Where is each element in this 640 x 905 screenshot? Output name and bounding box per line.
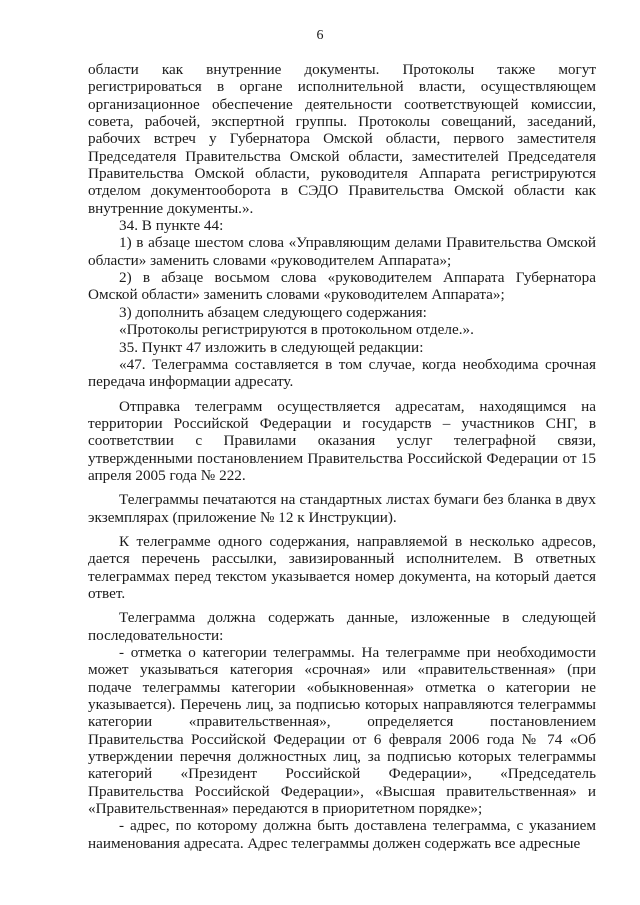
- page-number: 6: [316, 28, 324, 43]
- document-body: [88, 61, 596, 852]
- paragraph-subitem-1: 1) в абзаце шестом слова «Управляющим делами Правительства Омской области» заменить словами «руководителем Аппарата»;: [88, 234, 596, 269]
- paragraph-continuation: области как внутренние документы. Протоколы также могут регистрироваться в органе исполнительной власти, осуществляющем организационное обеспечение деятельности соответствующей комиссии, совета, рабочей, экспертной группы. Протоколы совещаний, заседаний, рабочих встреч у Губернатора Омской области, первого заместителя Председателя Правительства Омской области, заместителей Председателя Правительства Омской области, руководителя Аппарата регистрируются отделом документооборота в СЭДО Правительства Омской области как внутренние документы.».: [88, 61, 596, 217]
- paragraph-telegram-sending: Отправка телеграмм осуществляется адресатам, находящимся на территории Российской Федерации и государств – участников СНГ, в соответствии с Правилами оказания услуг телеграфной связи, утвержденными постановлением Правительства Российской Федерации от 15 апреля 2005 года № 222.: [88, 397, 596, 484]
- paragraph-item-35: 35. Пункт 47 изложить в следующей редакции:: [119, 338, 424, 356]
- paragraph-telegram-category: - отметка о категории телеграммы. На телеграмме при необходимости может указываться категория «срочная» или «правительственная» (при подаче телеграммы категории «обыкновенная» отметка о категории не указывается). Перечень лиц, за подписью которых направляются телеграммы категории «правительственная», определяется постановлением Правительства Российской Федерации от 6 февраля 2006 года № 74 «Об утверждении перечня должностных лиц, за подписью которых телеграммы категорий «Президент Российской Федерации», «Председатель Правительства Российской Федерации», «Высшая правительственная» и «Правительственная» передаются в приоритетном порядке»;: [88, 644, 596, 818]
- paragraph-telegram-address: - адрес, по которому должна быть доставлена телеграмма, с указанием наименования адресата. Адрес телеграммы должен содержать все адресные: [88, 817, 596, 852]
- paragraph-subitem-2: 2) в абзаце восьмом слова «руководителем Аппарата Губернатора Омской области» заменить словами «руководителем Аппарата»;: [88, 269, 596, 304]
- paragraph-item-47-telegram: «47. Телеграмма составляется в том случае, когда необходима срочная передача информации адресату.: [88, 355, 596, 391]
- paragraph-subitem-3: 3) дополнить абзацем следующего содержания:: [119, 303, 427, 321]
- paragraph-item-34: 34. В пункте 44:: [119, 217, 224, 235]
- paragraph-telegram-printing: Телеграммы печатаются на стандартных листах бумаги без бланка в двух экземплярах (приложение № 12 к Инструкции).: [88, 491, 596, 526]
- paragraph-telegram-distribution: К телеграмме одного содержания, направляемой в несколько адресов, дается перечень рассылки, завизированный исполнителем. В ответных телеграммах перед текстом указывается номер документа, на который дается ответ.: [88, 532, 596, 602]
- paragraph-protocols-quote: «Протоколы регистрируются в протокольном отделе.».: [119, 321, 474, 339]
- paragraph-telegram-contents: Телеграмма должна содержать данные, изложенные в следующей последовательности:: [88, 609, 596, 644]
